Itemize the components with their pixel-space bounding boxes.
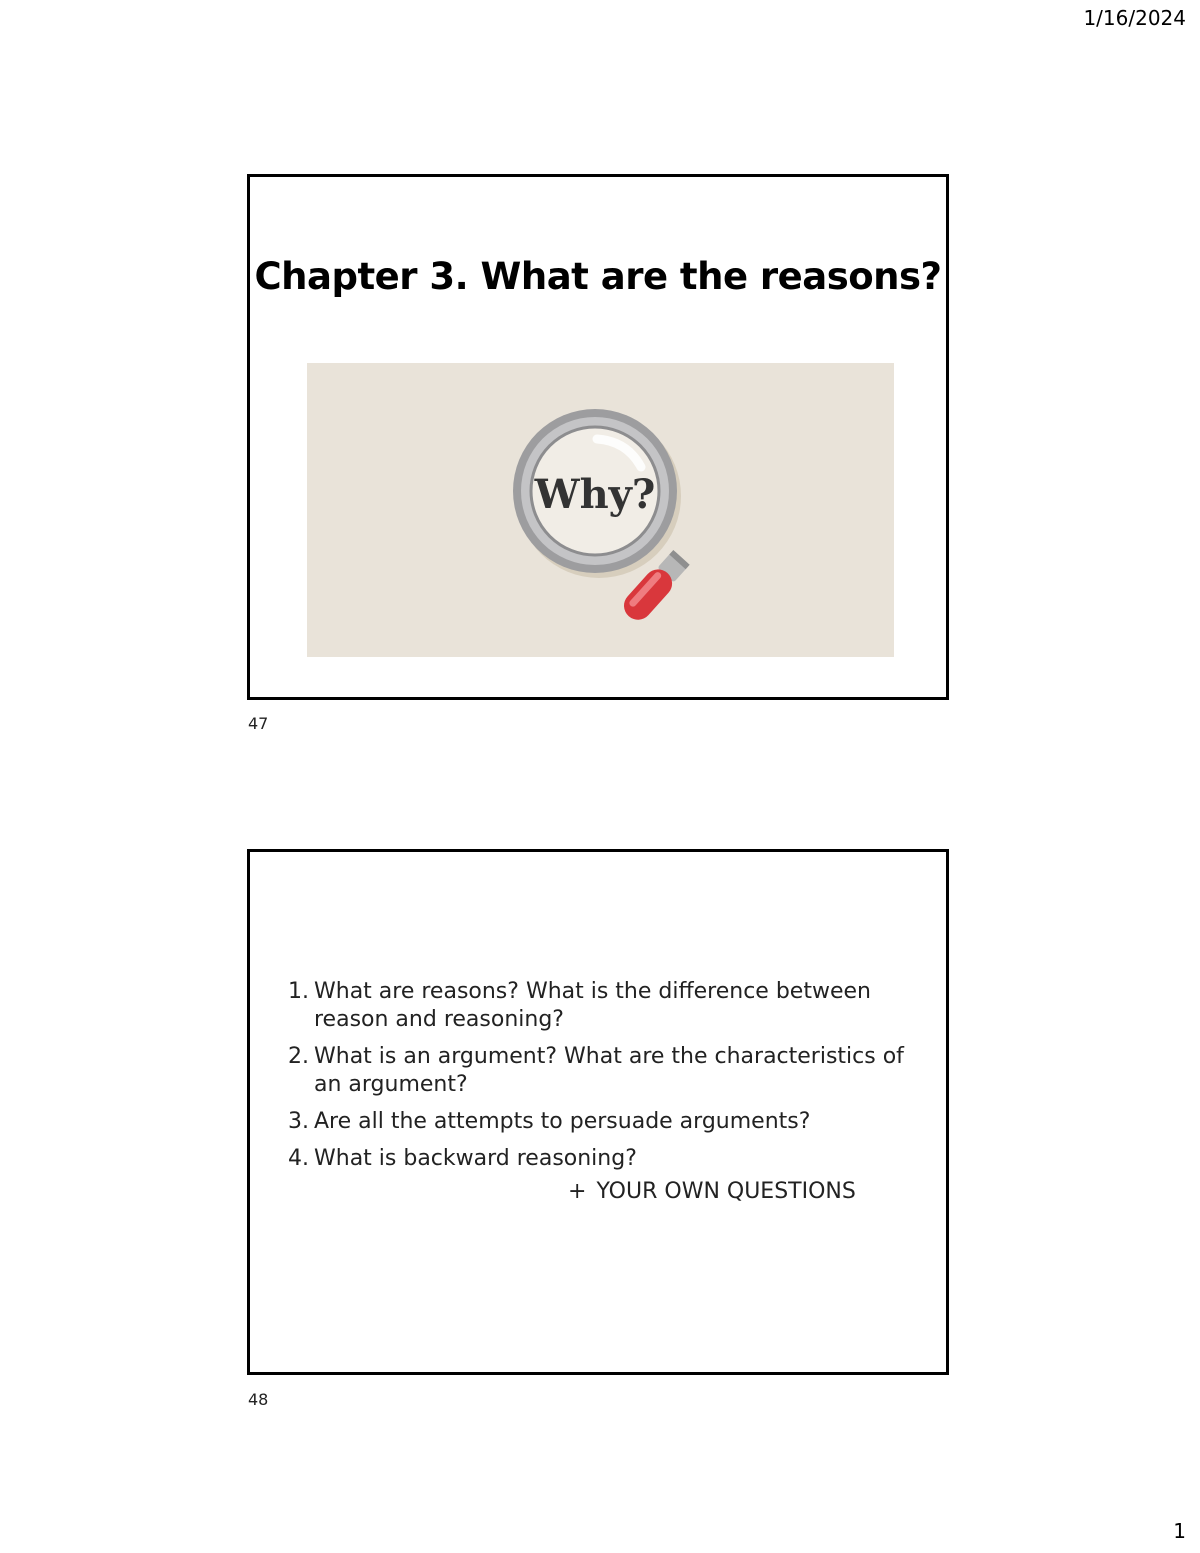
list-item (288, 1043, 908, 1099)
page-number: 1 (1173, 1519, 1186, 1543)
item-number: 1. (288, 979, 309, 1004)
slide-48 (247, 849, 949, 1375)
why-text: Why? (534, 471, 656, 518)
magnifying-glass-icon (307, 363, 894, 657)
item-number: 4. (288, 1146, 309, 1171)
item-number: 2. (288, 1044, 309, 1069)
item-number: 3. (288, 1109, 309, 1134)
plus-icon: + (568, 1179, 587, 1204)
slide-47 (247, 174, 949, 700)
question-list (288, 978, 908, 1182)
slide-title: Chapter 3. What are the reasons? (254, 255, 942, 298)
slide-number: 47 (248, 714, 269, 733)
list-item (288, 1145, 908, 1173)
slide-number: 48 (248, 1390, 269, 1409)
own-questions-note (568, 1179, 856, 1204)
item-text: What is an argument? What are the characteristics of an argument? (314, 1044, 904, 1097)
item-text: What is backward reasoning? (314, 1146, 637, 1171)
own-questions-text: YOUR OWN QUESTIONS (596, 1179, 856, 1204)
list-item (288, 978, 908, 1034)
list-item (288, 1108, 908, 1136)
item-text: Are all the attempts to persuade arguments? (314, 1109, 811, 1134)
item-text: What are reasons? What is the difference between reason and reasoning? (314, 979, 871, 1032)
page-date: 1/16/2024 (1083, 6, 1186, 30)
why-image (307, 363, 894, 657)
